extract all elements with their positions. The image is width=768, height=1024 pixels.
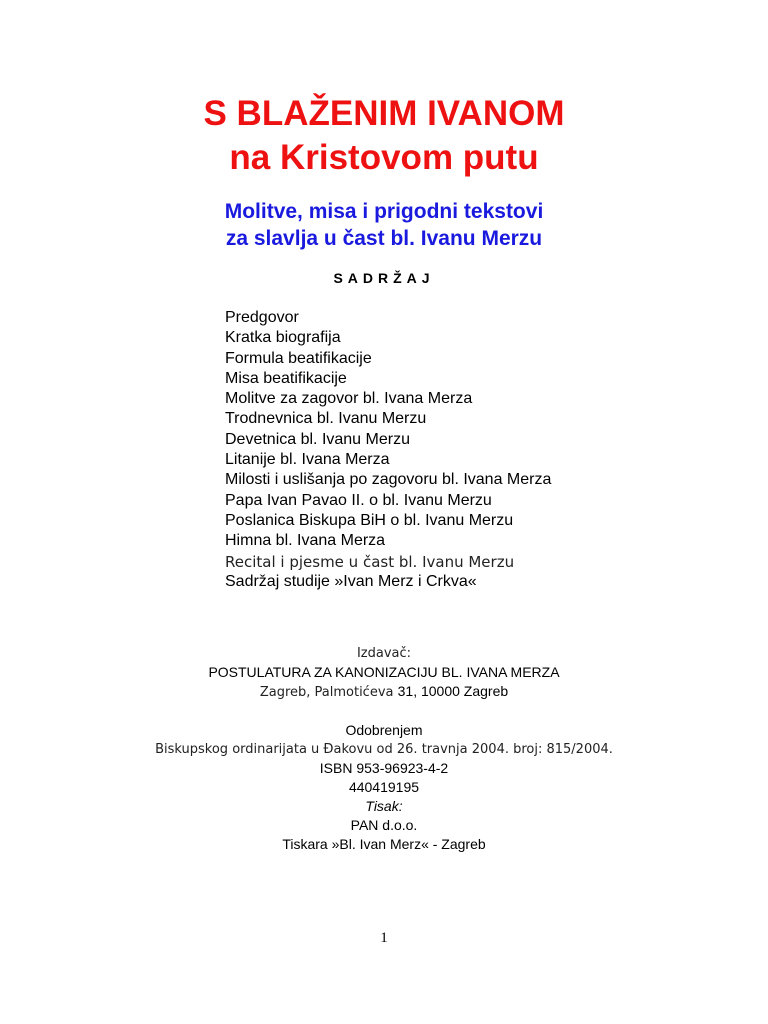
document-subtitle [0,198,768,252]
document-title [0,92,768,180]
subtitle-line-2: za slavlja u čast bl. Ivanu Merzu [225,227,543,250]
approval-label: Odobrenjem [345,722,423,738]
contents-heading: SADRŽAJ [333,270,435,286]
print-label: Tisak: [365,798,403,814]
toc-item: Recital i pjesme u čast bl. Ivanu Merzu [225,552,515,571]
toc-item: Misa beatifikacije [225,369,347,387]
toc-item: Poslanica Biskupa BiH o bl. Ivanu Merzu [225,511,514,529]
toc-item: Kratka biografija [225,329,341,347]
isbn: ISBN 953-96923-4-2 [319,760,449,776]
printer-name: PAN d.o.o. [350,817,418,833]
publisher-name: POSTULATURA ZA KANONIZACIJU BL. IVANA MERZA [208,664,560,680]
toc-item: Trodnevnica bl. Ivanu Merzu [225,410,427,428]
table-of-contents [225,308,551,592]
toc-item: Formula beatifikacije [225,349,372,367]
publisher-address [0,682,768,702]
printer-house: Tiskara »Bl. Ivan Merz« - Zagreb [282,836,486,852]
address-city: 31, 10000 Zagreb [397,683,509,699]
toc-item: Sadržaj studije »Ivan Merz i Crkva« [225,572,477,590]
toc-item: Himna bl. Ivana Merza [225,532,386,550]
toc-item: Molitve za zagovor bl. Ivana Merza [225,390,473,408]
subtitle-line-1: Molitve, misa i prigodni tekstovi [224,200,544,223]
publisher-label: Izdavač: [356,646,412,661]
title-line-2: na Kristovom putu [229,138,539,177]
toc-item: Devetnica bl. Ivanu Merzu [225,430,410,448]
toc-item: Litanije bl. Ivana Merza [225,451,390,469]
spacer [0,702,768,721]
page-number: 1 [380,930,388,946]
toc-item: Papa Ivan Pavao II. o bl. Ivanu Merzu [225,491,492,509]
approval-text: Biskupskog ordinarijata u Đakovu od 26. travnja 2004. broj: 815/2004. [155,742,613,757]
imprint-block [0,644,768,854]
toc-item: Predgovor [225,309,299,326]
title-line-1: S BLAŽENIM IVANOM [203,94,565,133]
address-street: Zagreb, Palmotićeva [259,685,398,700]
catalog-code: 440419195 [348,779,420,795]
toc-item: Milosti i uslišanja po zagovoru bl. Ivana Merza [225,471,552,489]
